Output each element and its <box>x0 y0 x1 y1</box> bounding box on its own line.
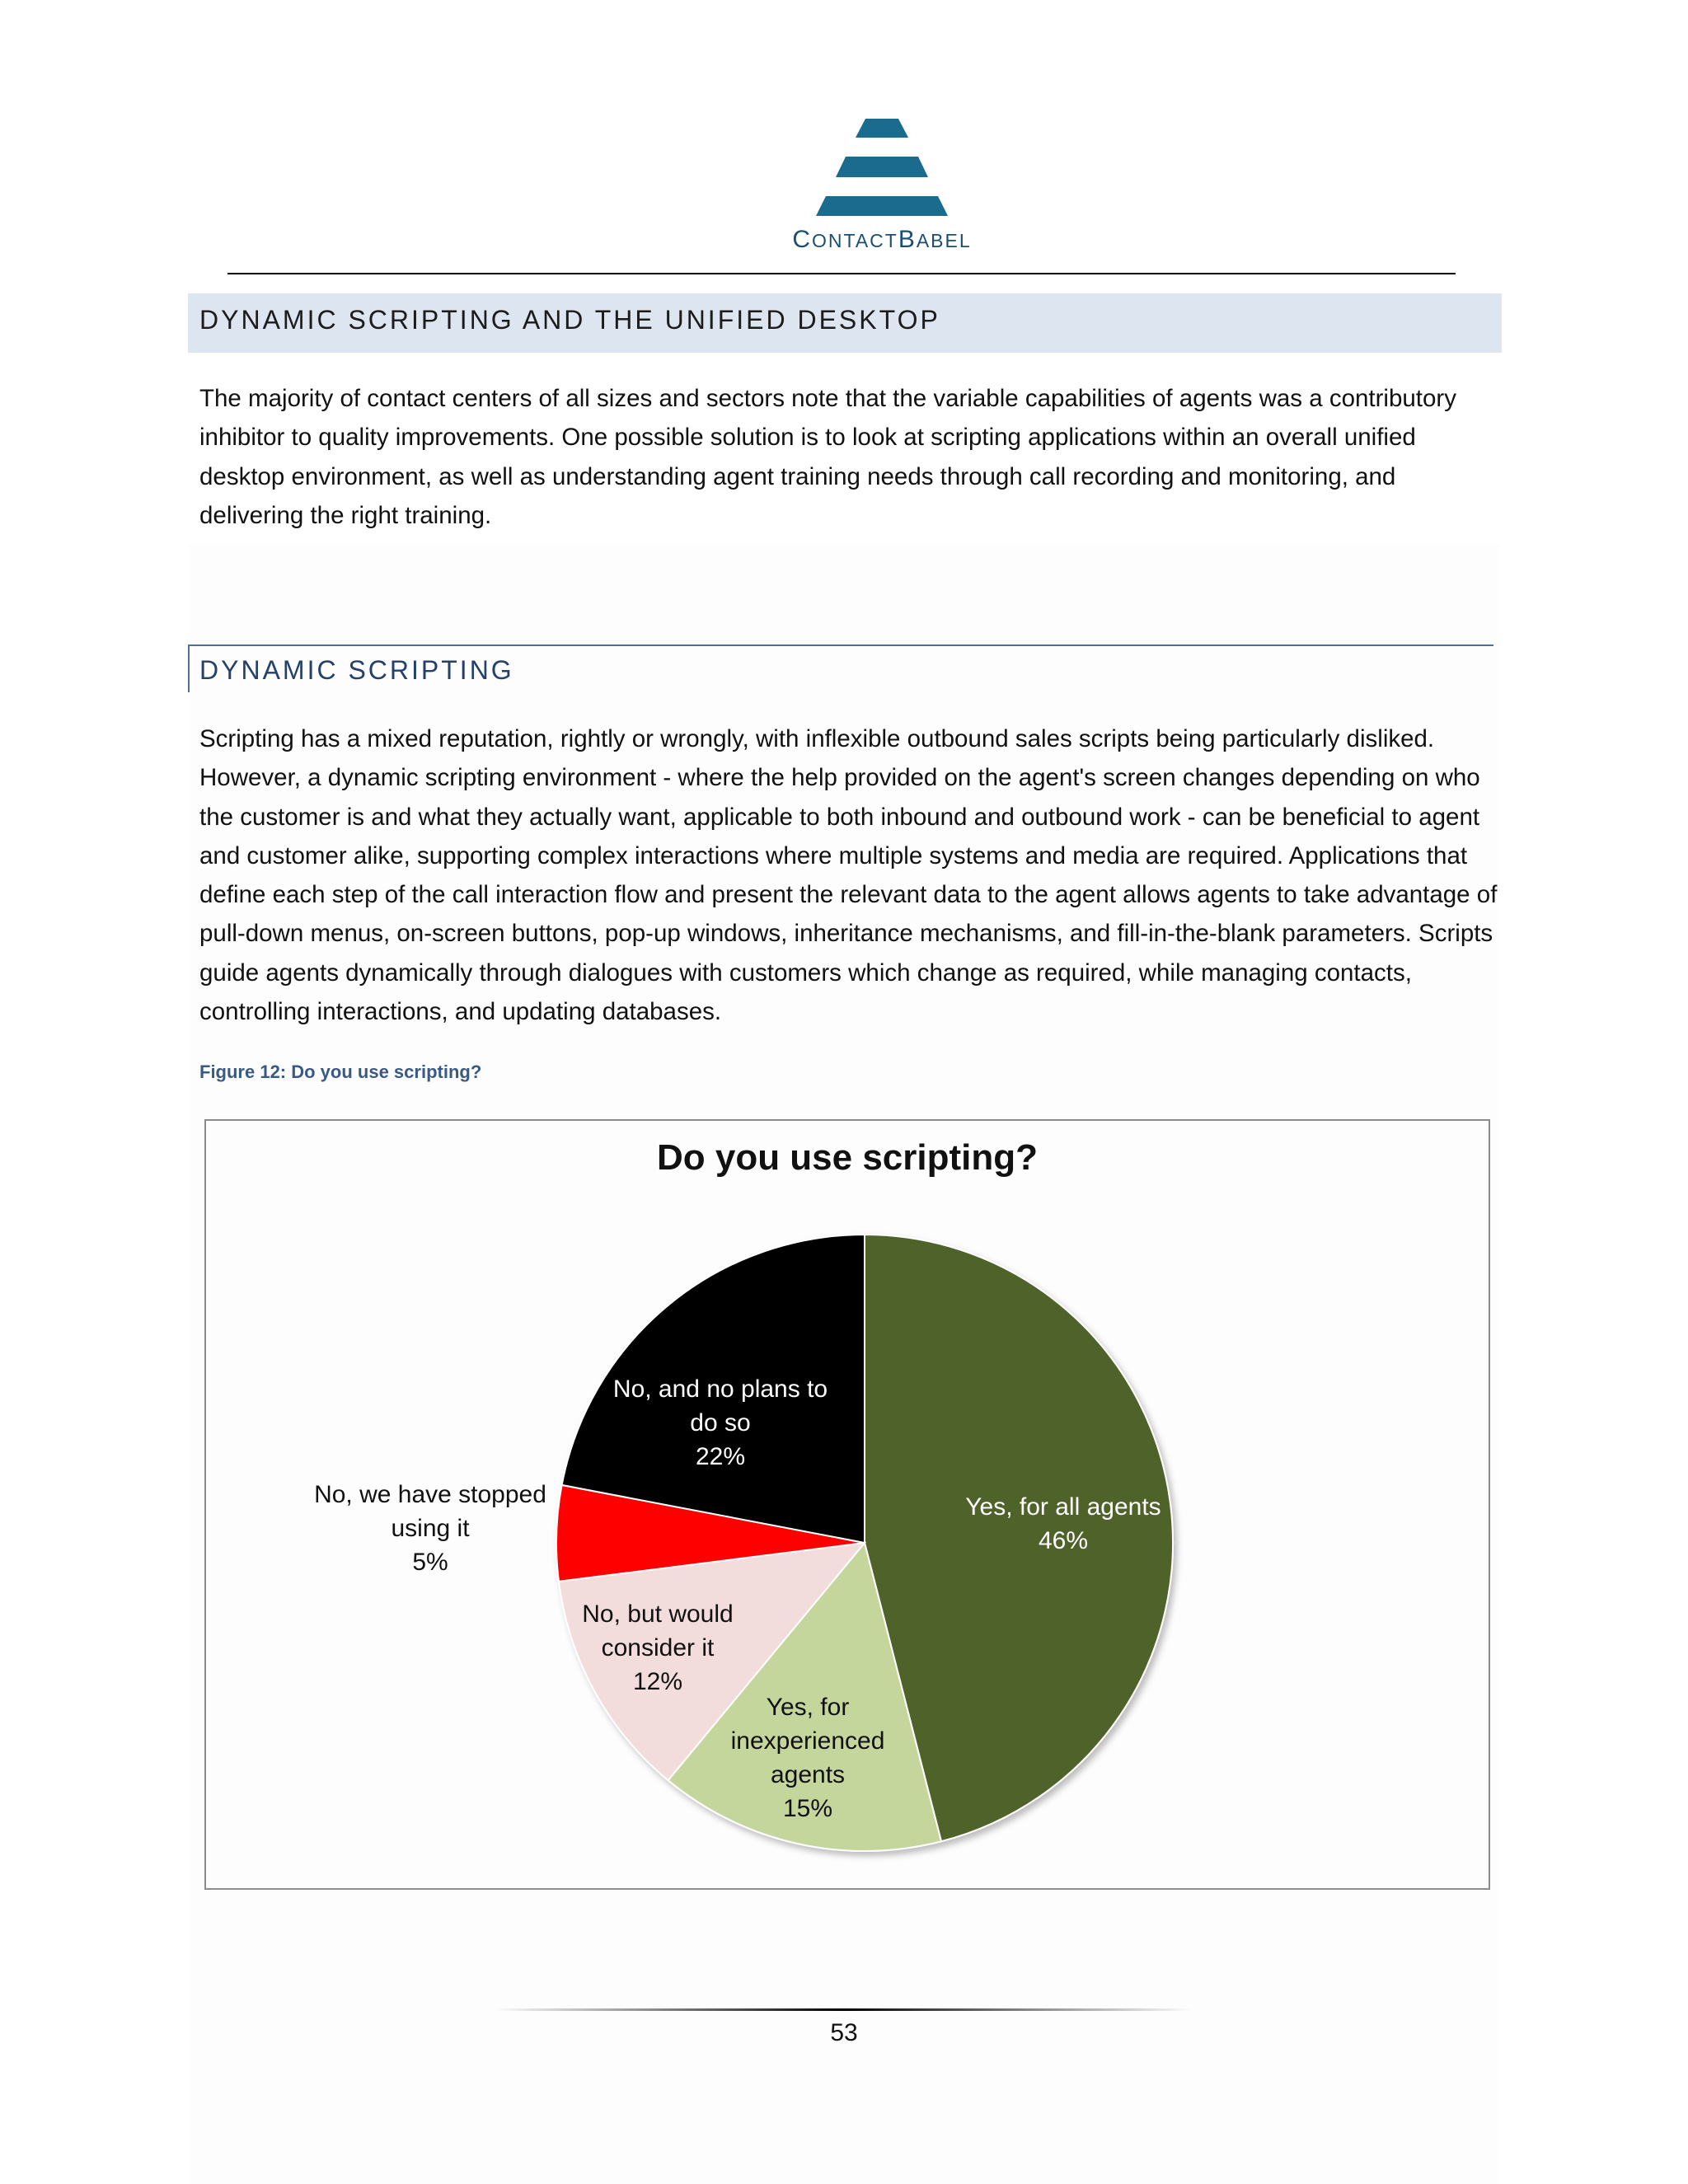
pie-slice-label-2: Yes, for inexperienced agents 15% <box>730 1694 885 1822</box>
pie-slice-label-5: No, and no plans to do so 22% <box>612 1376 828 1470</box>
logo-wordmark: CONTACTBABEL <box>792 226 972 253</box>
footer-divider <box>495 2008 1192 2013</box>
section-paragraph: The majority of contact centers of all sizes and sectors note that the variable capabilities of agents was a contributory inhibitor to quality improvements. One possible solution is to look at scripting applications within an overall unified desktop environment, as well as understanding agent training needs through call recording and monitoring, and delivering the right training. <box>199 385 1456 529</box>
pie-slice-label-3: No, but would consider it 12% <box>582 1601 734 1695</box>
pie-slice-label-4: No, we have stopped using it 5% <box>314 1481 546 1576</box>
subsection-title: DYNAMIC SCRIPTING <box>199 655 514 685</box>
section-title: DYNAMIC SCRIPTING AND THE UNIFIED DESKTOP <box>199 305 940 335</box>
subsection-paragraph: Scripting has a mixed reputation, rightly or wrongly, with inflexible outbound sales scripts being particularly disliked. However, a dynamic scripting environment - where the help provided on the agent's screen changes depending on who the customer is and what they actually want, applicable to both inbound and outbound work - can be beneficial to agent and customer alike, supporting complex interactions where multiple systems and media are required. Applications that define each step of the call interaction flow and present the relevant data to the agent allows agents to take advantage of pull-down menus, on-screen buttons, pop-up windows, inheritance mechanisms, and fill-in-the-blank parameters. Scripts guide agents dynamically through dialogues with customers which change as required, while managing contacts, controlling interactions, and updating databases. <box>199 725 1498 1026</box>
pie-slice-label-1: Yes, for all agents 46% <box>965 1493 1161 1554</box>
chart-title: Do you use scripting? <box>656 1137 1039 1178</box>
figure-caption: Figure 12: Do you use scripting? <box>199 1062 482 1082</box>
page-number: 53 <box>830 2019 858 2046</box>
